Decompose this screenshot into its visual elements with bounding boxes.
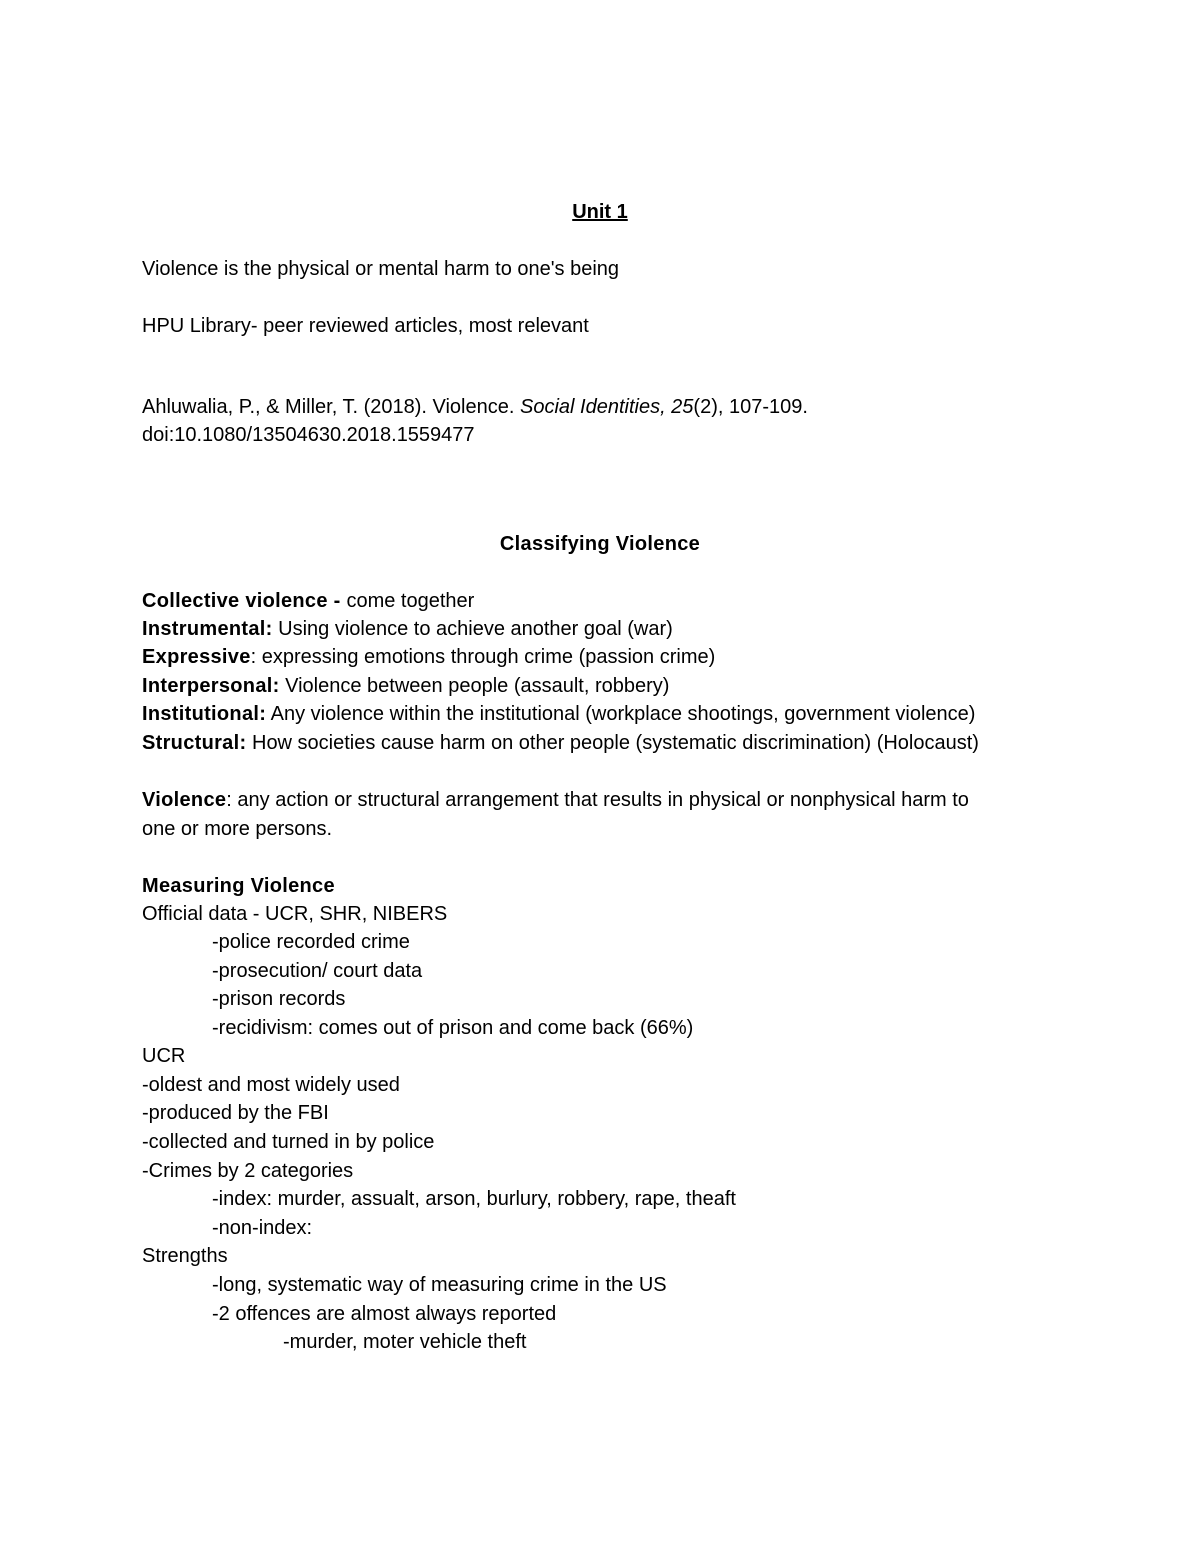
list-item <box>142 672 669 700</box>
term-description: Any violence within the institutional (workplace shootings, government violence) <box>266 703 976 725</box>
term-description: : any action or structural arrangement that results in physical or nonphysical harm to <box>226 789 969 811</box>
list-item: -2 offences are almost always reported <box>212 1303 557 1325</box>
list-item: -police recorded crime <box>212 931 410 953</box>
strengths-label: Strengths <box>142 1245 228 1267</box>
ucr-label: UCR <box>142 1045 186 1067</box>
section-heading-measuring: Measuring Violence <box>142 875 335 897</box>
list-item: -recidivism: comes out of prison and come back (66%) <box>212 1017 694 1039</box>
list-item <box>142 700 975 728</box>
list-item <box>142 615 673 643</box>
term: Instrumental: <box>142 618 273 640</box>
citation-authors: Ahluwalia, P., & Miller, T. (2018). Violence. <box>142 396 520 418</box>
citation-doi: doi:10.1080/13504630.2018.1559477 <box>142 424 475 446</box>
term: Institutional: <box>142 703 267 725</box>
term: Collective violence - <box>142 590 347 612</box>
list-item <box>142 587 474 615</box>
list-item: -collected and turned in by police <box>142 1131 435 1153</box>
list-item: -murder, moter vehicle theft <box>283 1331 527 1353</box>
term-description: Violence between people (assault, robbery) <box>279 675 670 697</box>
term-description: : expressing emotions through crime (passion crime) <box>250 646 716 668</box>
term: Structural: <box>142 732 247 754</box>
list-item: -oldest and most widely used <box>142 1074 400 1096</box>
violence-definition-full <box>142 786 969 814</box>
section-heading-classifying: Classifying Violence <box>499 533 701 555</box>
list-item <box>142 729 979 757</box>
citation <box>142 393 808 421</box>
list-item: -produced by the FBI <box>142 1102 329 1124</box>
term-description: come together <box>346 590 475 612</box>
list-item: -long, systematic way of measuring crime in the US <box>212 1274 667 1296</box>
citation-journal: Social Identities, 25 <box>519 396 694 418</box>
term-description: Using violence to achieve another goal (war) <box>272 618 673 640</box>
list-item <box>142 643 715 671</box>
violence-definition: Violence is the physical or mental harm to one's being <box>142 258 620 280</box>
term: Violence <box>142 789 227 811</box>
violence-definition-continued: one or more persons. <box>142 818 333 840</box>
citation-issue: (2), 107-109. <box>693 396 808 418</box>
list-item: -Crimes by 2 categories <box>142 1160 354 1182</box>
term: Interpersonal: <box>142 675 280 697</box>
library-note: HPU Library- peer reviewed articles, most relevant <box>142 315 589 337</box>
term: Expressive <box>142 646 251 668</box>
term-description: How societies cause harm on other people (systematic discrimination) (Holocaust) <box>246 732 979 754</box>
list-item: -non-index: <box>212 1217 313 1239</box>
list-item: -index: murder, assualt, arson, burlury, robbery, rape, theaft <box>212 1188 736 1210</box>
list-item: -prosecution/ court data <box>212 960 423 982</box>
list-item: -prison records <box>212 988 346 1010</box>
official-data: Official data - UCR, SHR, NIBERS <box>142 903 448 925</box>
page-title: Unit 1 <box>572 201 628 223</box>
